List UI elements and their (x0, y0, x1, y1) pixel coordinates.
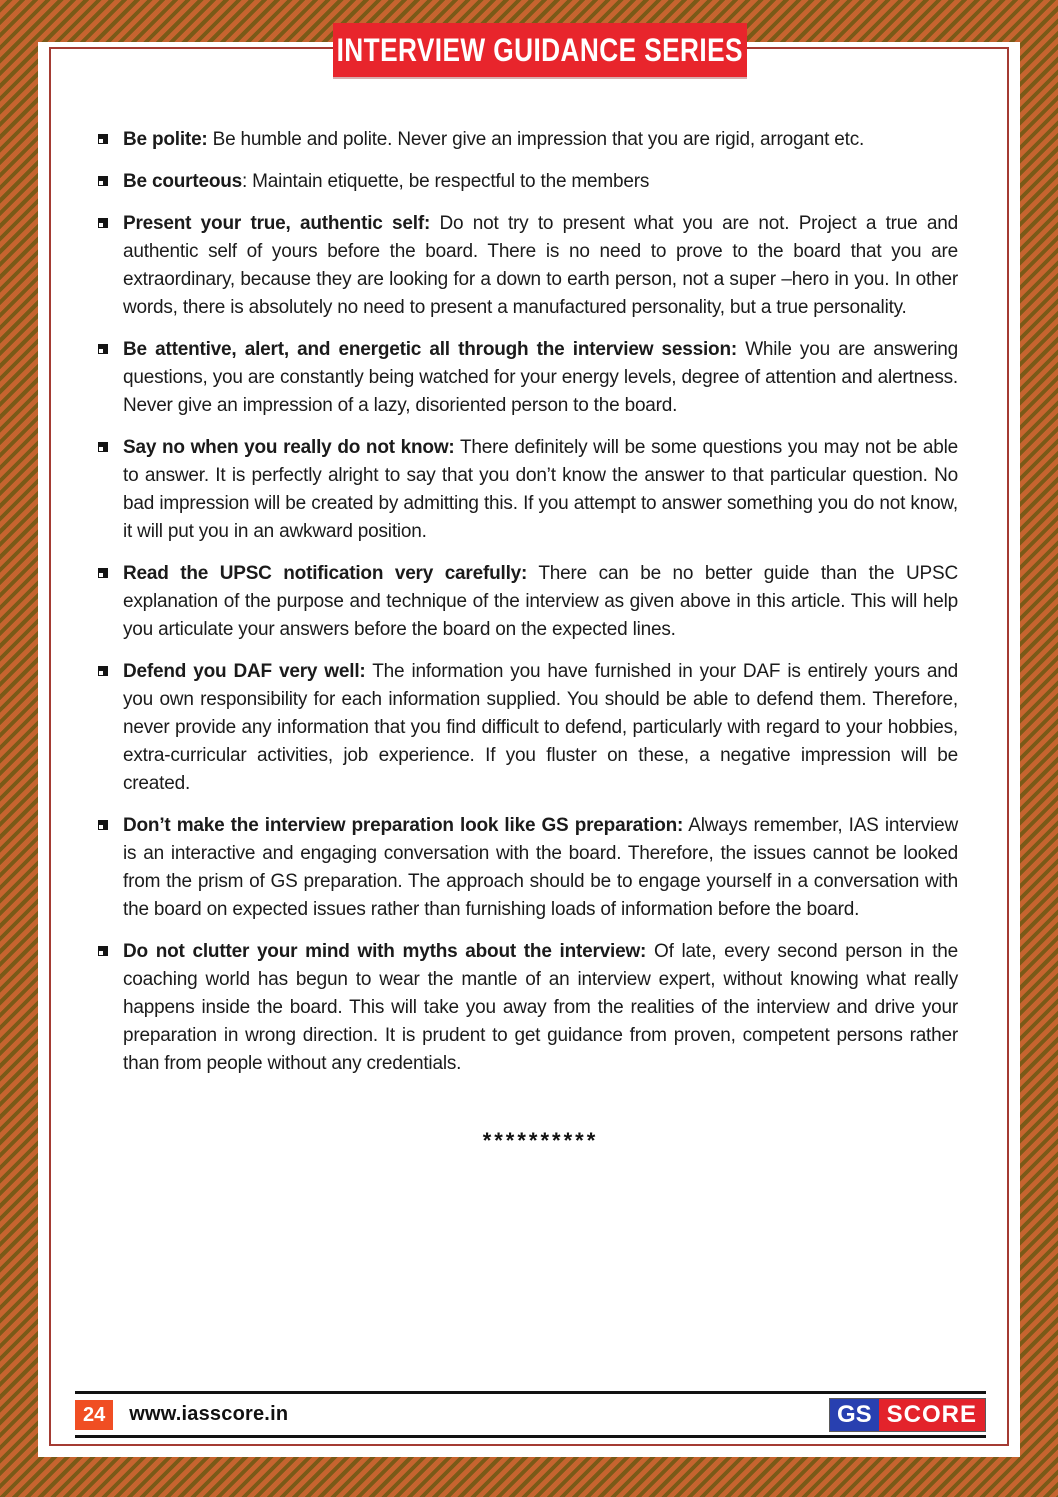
banner-title: INTERVIEW GUIDANCE SERIES (336, 31, 744, 68)
item-lead-text: Do not clutter your mind with myths about the interview: (123, 941, 647, 962)
list-item (123, 812, 958, 924)
square-bullet-icon (98, 442, 108, 452)
item-lead-text: Read the UPSC notification very carefully: (123, 563, 528, 584)
square-bullet-icon (98, 666, 108, 676)
footer-bar (75, 1391, 986, 1438)
item-lead-text: Don’t make the interview preparation look like GS preparation: (123, 815, 684, 836)
item-body-text: The information you have furnished in your DAF is entirely yours and you own responsibility for each information supplied. You should be able to defend them. Therefore, never provide any information that you find difficult to defend, particularly with regard to your hobbies, extra-curricular activities, job experience. If you fluster on these, a negative impression will be created. (123, 661, 958, 794)
guidance-list (123, 126, 958, 1078)
square-bullet-icon (98, 134, 108, 144)
list-item (123, 336, 958, 420)
item-lead-text: Be polite: (123, 129, 208, 150)
logo-score-segment: SCORE (879, 1399, 985, 1431)
square-bullet-icon (98, 946, 108, 956)
list-item (123, 658, 958, 798)
square-bullet-icon (98, 820, 108, 830)
item-lead-text: Present your true, authentic self: (123, 213, 431, 234)
page-number-badge: 24 (75, 1400, 113, 1430)
square-bullet-icon (98, 568, 108, 578)
square-bullet-icon (98, 176, 108, 186)
header-banner (333, 23, 747, 77)
item-lead-text: Defend you DAF very well: (123, 661, 366, 682)
list-item (123, 938, 958, 1078)
gsscore-logo (829, 1398, 986, 1432)
list-item (123, 126, 958, 154)
item-lead-text: Be attentive, alert, and energetic all through the interview session: (123, 339, 737, 360)
list-item (123, 434, 958, 546)
website-text: www.iasscore.in (129, 1403, 289, 1425)
item-body-text: There can be no better guide than the UPSC explanation of the purpose and technique of the interview as given above in this article. This will help you articulate your answers before the board on the expected lines. (123, 563, 958, 640)
asterisk-separator: ********** (482, 1128, 599, 1153)
square-bullet-icon (98, 344, 108, 354)
item-body-text: Be humble and polite. Never give an impression that you are rigid, arrogant etc. (207, 129, 865, 150)
item-body-text: There definitely will be some questions you may not be able to answer. It is perfectly alright to say that you don’t know the answer to that particular question. No bad impression will be created by admitting this. If you attempt to answer something you do not know, it will put you in an awkward position. (123, 437, 958, 542)
footer-left-group (75, 1400, 288, 1430)
item-body-text: Always remember, IAS interview is an interactive and engaging conversation with the board. Therefore, the issues cannot be looked from the prism of GS preparation. The approach should be to engage yourself in a conversation with the board on expected issues rather than furnishing loads of information before the board. (123, 815, 958, 920)
logo-gs-segment: GS (830, 1399, 879, 1431)
item-body-text: Of late, every second person in the coaching world has begun to wear the mantle of an interview expert, without knowing what really happens inside the board. This will take you away from the realities of the interview and drive your preparation in wrong direction. It is prudent to get guidance from proven, competent persons rather than from people without any credentials. (123, 941, 959, 1074)
page-content (123, 126, 958, 1154)
list-item (123, 210, 958, 322)
item-body-text: Do not try to present what you are not. Project a true and authentic self of yours before the board. There is no need to prove to the board that you are extraordinary, because they are looking for a down to earth person, not a super –hero in you. In other words, there is absolutely no need to present a manufactured personality, but a true personality. (123, 213, 958, 318)
item-lead-text: Be courteous (123, 171, 243, 192)
list-item (123, 168, 958, 196)
square-bullet-icon (98, 218, 108, 228)
item-body-text: While you are answering questions, you are constantly being watched for your energy levels, degree of attention and alertness. Never give an impression of a lazy, disoriented person to the board. (123, 339, 959, 416)
list-item (123, 560, 958, 644)
item-body-text: : Maintain etiquette, be respectful to the members (242, 171, 650, 192)
item-lead-text: Say no when you really do not know: (123, 437, 455, 458)
